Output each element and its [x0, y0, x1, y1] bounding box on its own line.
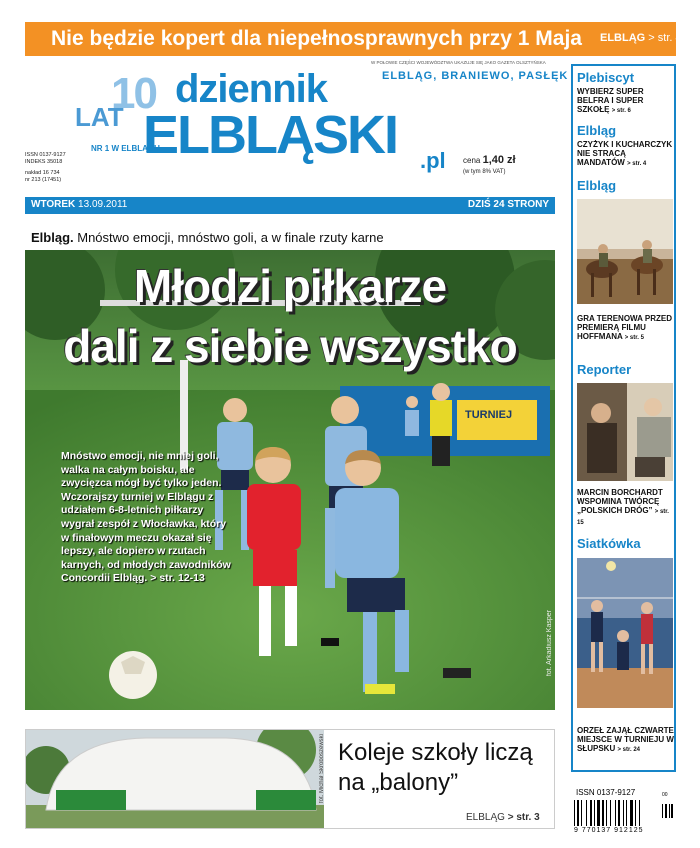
- sidebar-photo-reporter[interactable]: [577, 383, 673, 481]
- masthead-domain-suffix: .pl: [420, 148, 446, 173]
- teaser-photo-credit: fot. Michał Skroboszewski: [319, 734, 325, 804]
- masthead-region: ELBLĄG, BRANIEWO, PASŁĘK: [382, 70, 569, 82]
- bottom-teaser[interactable]: [25, 729, 555, 829]
- issn-line2: INDEKS 35018: [25, 159, 63, 165]
- issn-line1: ISSN 0137-9127: [25, 152, 66, 158]
- sidebar-heading-siatkowka[interactable]: Siatkówka: [577, 536, 641, 551]
- sidebar-item-text: MARCIN BORCHARDT WSPOMINA TWÓRCĘ „POLSKICH DRÓG”: [577, 488, 663, 515]
- horse-riders-illustration: [577, 199, 673, 304]
- lead-ref: > str. 12-13: [150, 572, 205, 585]
- teaser-ref: [466, 812, 540, 823]
- volleyball-illustration: [577, 558, 673, 708]
- teaser-ref-place: ELBLĄG: [466, 812, 505, 823]
- price-value: 1,40 zł: [482, 154, 516, 166]
- sidebar-heading-plebiscyt[interactable]: Plebiscyt: [577, 70, 635, 85]
- sidebar-item-siatkowka[interactable]: [577, 726, 675, 755]
- sidebar-item-text: CZYŻYK I KUCHARCZYK NIE STRACĄ MANDATÓW: [577, 140, 673, 167]
- sidebar-item-text: ORZEŁ ZAJĄŁ CZWARTE MIEJSCE W TURNIEJU W SŁUPSKU: [577, 726, 674, 753]
- sidebar-item-plebiscyt[interactable]: [577, 87, 675, 116]
- lead-photo[interactable]: [25, 250, 555, 710]
- sidebar-item-ref: > str. 4: [627, 161, 647, 167]
- circulation: nakład 16 734: [25, 170, 60, 176]
- lead-subheadline-text: Mnóstwo emocji, mnóstwo goli, a w finale rzuty karne: [77, 230, 384, 245]
- sidebar-heading-reporter[interactable]: Reporter: [577, 362, 632, 377]
- sidebar-heading-elblag-2[interactable]: Elbląg: [577, 178, 617, 193]
- anniversary-word: LAT: [75, 102, 124, 132]
- date-bar: [25, 197, 555, 214]
- interview-illustration: [577, 383, 673, 481]
- teaser-ref-page: > str. 3: [507, 812, 540, 823]
- sidebar-item-text: GRA TERENOWA PRZED PREMIERĄ FILMU HOFFMANA: [577, 314, 672, 341]
- masthead-title-line1: dziennik: [175, 67, 328, 111]
- top-banner[interactable]: [25, 22, 682, 56]
- masthead: [25, 60, 569, 195]
- lead-photo-credit: fot. Arkadiusz Kasper: [546, 610, 553, 677]
- lead-body: [61, 450, 231, 586]
- sidebar-item-ref: > str. 5: [624, 335, 644, 341]
- sidebar-item-elblag-game[interactable]: [577, 314, 675, 343]
- masthead-tagline: NR 1 W ELBLĄGU: [91, 144, 160, 153]
- barcode-addon-bars: [662, 800, 674, 818]
- lead-kicker: Elbląg.: [31, 230, 74, 245]
- dome-hall-illustration: [26, 730, 324, 828]
- sidebar-item-reporter[interactable]: [577, 488, 675, 528]
- barcode-addon: 00: [662, 792, 668, 798]
- sidebar-item-elblag-mandates[interactable]: [577, 140, 675, 169]
- barcode-number: 9 770137 912125: [574, 827, 644, 834]
- sidebar: [571, 64, 676, 772]
- lead-headline-line2: dali z siebie wszystko: [63, 320, 517, 372]
- date: 13.09.2011: [78, 199, 128, 210]
- weekday: WTOREK: [31, 199, 76, 210]
- price-box: [463, 155, 516, 177]
- price-vat: (w tym 8% VAT): [463, 169, 506, 175]
- teaser-title: [338, 738, 533, 798]
- barcode-bars: [574, 800, 660, 826]
- top-banner-headline: Nie będzie kopert dla niepełnosprawnych przy 1 Maja: [51, 27, 582, 50]
- lead-headline-line1: Młodzi piłkarze: [133, 260, 447, 312]
- barcode: [570, 788, 676, 838]
- top-banner-ref-page: > str. 4: [648, 32, 682, 44]
- sidebar-item-ref: > str. 15: [577, 509, 669, 526]
- sidebar-item-ref: > str. 24: [617, 747, 640, 753]
- top-banner-ref: [600, 32, 682, 44]
- price-label: cena: [463, 156, 481, 165]
- sidebar-item-text: WYBIERZ SUPER BELFRA I SUPER SZKOŁĘ: [577, 87, 644, 114]
- top-banner-ref-place: ELBLĄG: [600, 32, 646, 44]
- issue-date: [31, 199, 127, 210]
- masthead-title-line2: ELBLĄSKI: [143, 105, 397, 165]
- anniversary-number: 10: [111, 69, 156, 118]
- sidebar-photo-horse-riders[interactable]: [577, 199, 673, 304]
- lead-body-text: Mnóstwo emocji, nie mniej goli, walka na całym boisku, ale zwycięzca mógł być tylko jeden. Wczorajszy turniej w Elblągu z udziałem 6-8-letnich piłkarzy wygrał zespół z Włocławka, który w finałowym meczu okazał się lepszy, ale dopiero w rzutach karnych, od młodych zawodników Concordii Elbląg.: [61, 450, 231, 585]
- sidebar-heading-elblag[interactable]: Elbląg: [577, 123, 617, 138]
- sidebar-item-ref: > str. 6: [611, 108, 631, 114]
- barcode-issn: ISSN 0137-9127: [576, 788, 636, 797]
- banner-text: TURNIEJ: [465, 409, 513, 421]
- issue-number: nr 213 (17451): [25, 177, 62, 183]
- register-note: W POŁOWIE CZĘŚCI WOJEWÓDZTWA UKAZUJE SIĘ JAKO GAZETA OLSZTYŃSKA: [371, 60, 546, 65]
- sidebar-photo-volleyball[interactable]: [577, 558, 673, 708]
- teaser-title-line2: na „balony”: [338, 769, 459, 796]
- pages-count: DZIŚ 24 STRONY: [467, 199, 549, 210]
- lead-subheadline[interactable]: [31, 230, 384, 245]
- teaser-title-line1: Koleje szkoły liczą: [338, 739, 533, 766]
- issue-info: [25, 152, 66, 184]
